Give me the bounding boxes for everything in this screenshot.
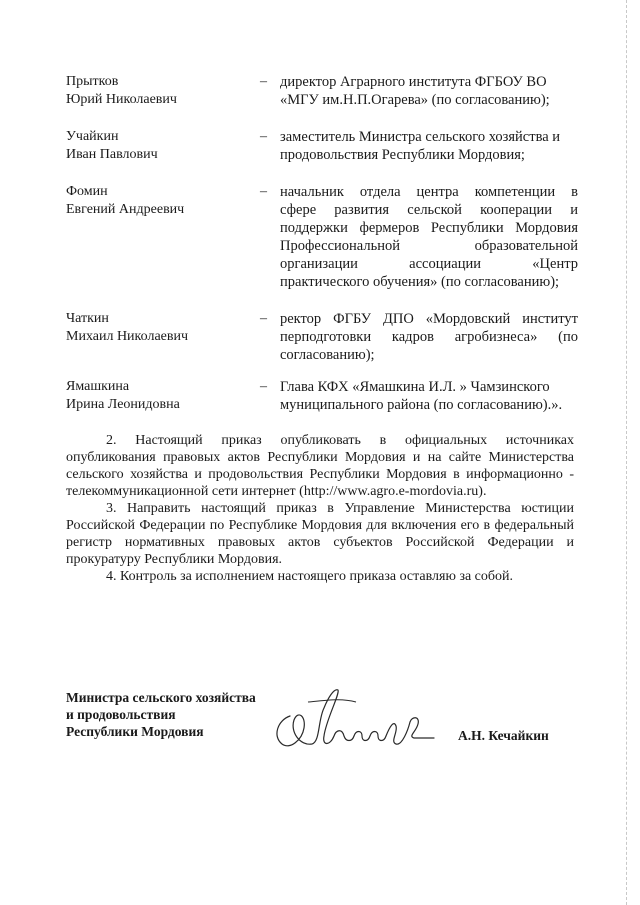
member-surname: Учайкин <box>66 129 119 144</box>
paragraph-control: 4. Контроль за исполнением настоящего приказа оставляю за собой. <box>106 569 514 584</box>
member-surname: Чаткин <box>66 311 109 326</box>
order-paragraphs <box>66 432 574 585</box>
member-given-names: Евгений Андреевич <box>66 202 185 217</box>
member-surname: Прытков <box>66 74 119 89</box>
paragraph-registration: 3. Направить настоящий приказ в Управление Министерства юстиции Российской Федерации по Республике Мордовия для включения его в федеральный регистр нормативных правовых актов субъектов Российской Федерации и прокуратуру Республики Мордовия. <box>66 501 574 567</box>
member-surname: Фомин <box>66 184 108 199</box>
handwritten-signature <box>268 680 438 760</box>
member-given-names: Михаил Николаевич <box>66 329 189 344</box>
member-position: Глава КФХ «Ямашкина И.Л. » Чамзинского муниципального района (по согласованию).». <box>280 379 563 413</box>
dash: – <box>260 311 267 326</box>
dash: – <box>260 379 267 394</box>
member-position: директор Аграрного института ФГБОУ ВО «МГУ им.Н.П.Огарева» (по согласованию); <box>280 74 550 108</box>
member-position: начальник отдела центра компетенции в сфере развития сельской кооперации и поддержки фермеров Республики Мордовия Профессиональной образовательной организации ассоциации «Центр практического обучения» (по согласованию); <box>280 184 578 290</box>
member-position: ректор ФГБУ ДПО «Мордовский институт перподготовки кадров агробизнеса» (по согласованию); <box>280 311 578 363</box>
member-surname: Ямашкина <box>66 379 130 394</box>
dash: – <box>260 184 267 199</box>
dash: – <box>260 129 267 144</box>
paragraph-publication: 2. Настоящий приказ опубликовать в официальных источниках опубликования правовых актов Республики Мордовия и на сайте Министерства сельского хозяйства и продовольствия Республики Мордовия в информационно - телекоммуникационной сети интернет (http://www.agro.e-mordovia.ru). <box>66 433 574 499</box>
dash: – <box>260 74 267 89</box>
member-name <box>66 378 256 414</box>
signatory-position: Министра сельского хозяйства и продовольствия Республики Мордовия <box>66 690 256 739</box>
member-name <box>66 73 256 109</box>
member-given-names: Ирина Леонидовна <box>66 397 180 412</box>
member-name <box>66 128 256 164</box>
page-edge-line <box>626 0 627 905</box>
member-name <box>66 183 256 219</box>
member-given-names: Иван Павлович <box>66 147 158 162</box>
member-given-names: Юрий Николаевич <box>66 92 177 107</box>
member-position: заместитель Министра сельского хозяйства и продовольствия Республики Мордовия; <box>280 129 561 163</box>
member-name <box>66 310 256 346</box>
signer-name: А.Н. Кечайкин <box>458 728 549 743</box>
